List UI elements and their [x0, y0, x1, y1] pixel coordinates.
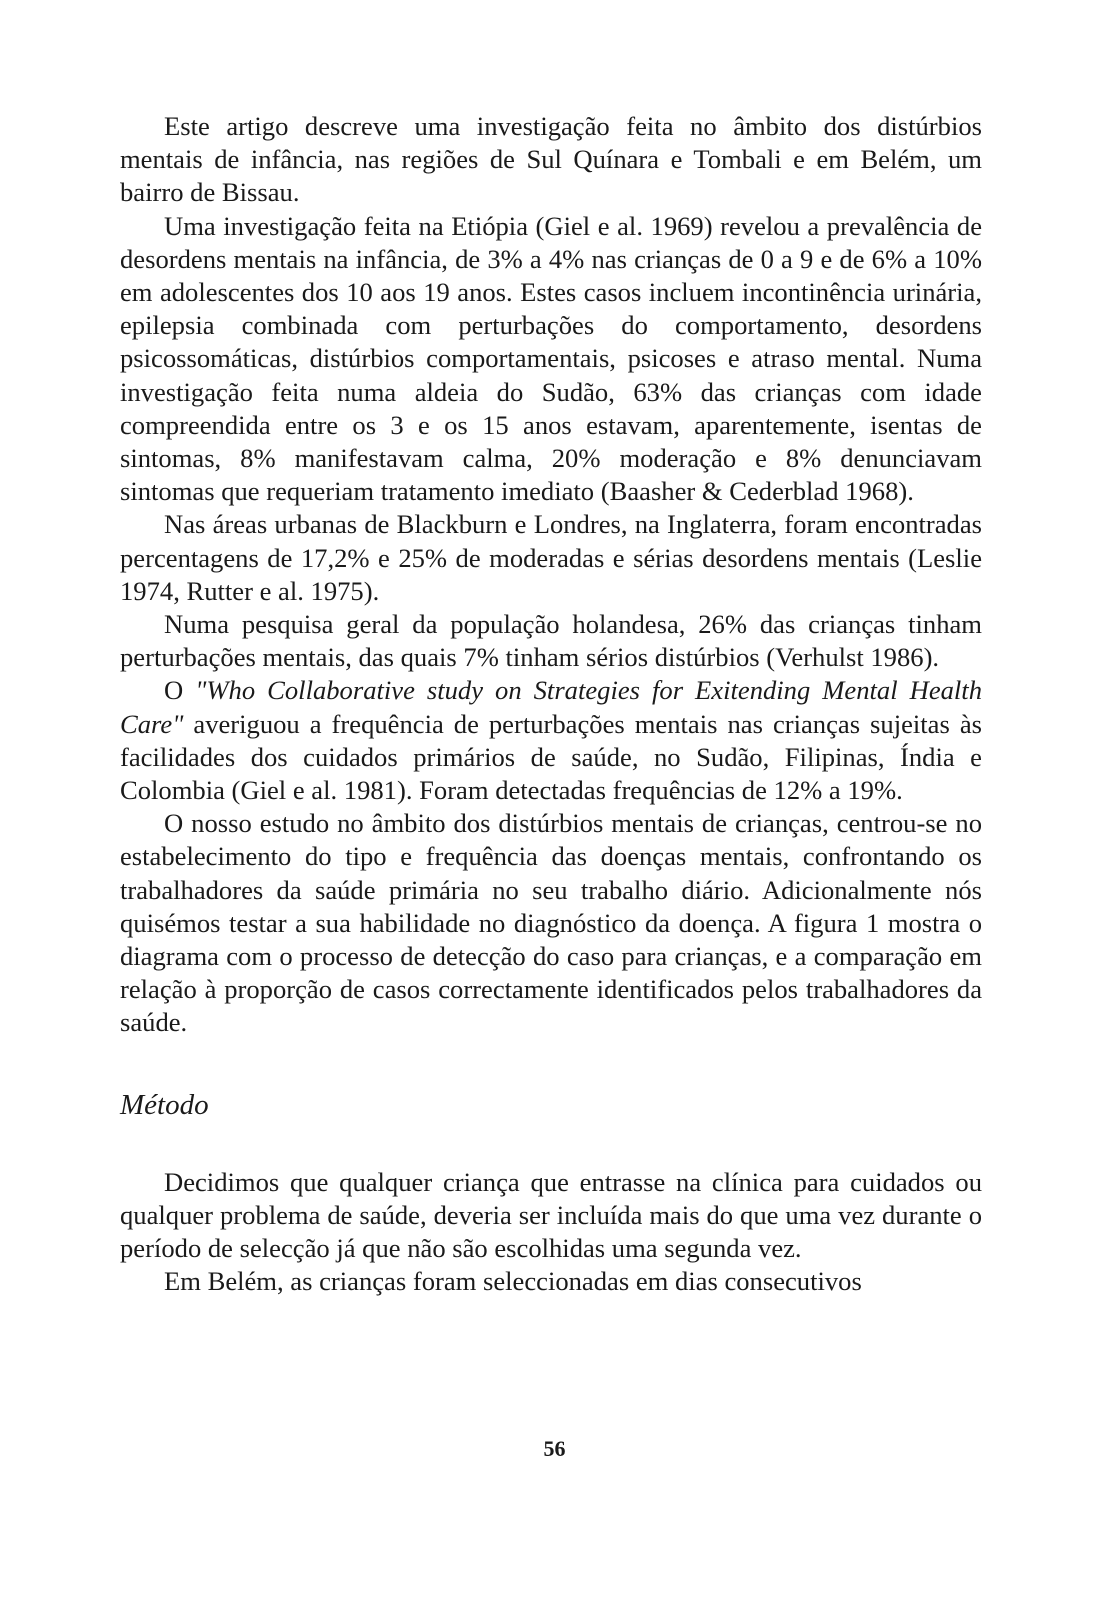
paragraph-our-study: O nosso estudo no âmbito dos distúrbios mentais de crianças, centrou-se no estabelecimento do tipo e frequência das doenças mentais, confrontando os trabalhadores da saúde primária no seu trabalho diário. Adicionalmente nós quisémos testar a sua habilidade no diagnóstico da doença. A figura 1 mostra o diagrama com o processo de detecção do caso para crianças, e a comparação em relação à proporção de casos correctamente identificados pelos trabalhadores da saúde.: [120, 808, 982, 1038]
paragraph-method-belem: Em Belém, as crianças foram seleccionadas em dias consecutivos: [164, 1266, 862, 1297]
section-heading-method: Método: [120, 1088, 209, 1121]
who-lead: O: [164, 675, 196, 706]
paragraph-netherlands: Numa pesquisa geral da população holandesa, 26% das crianças tinham perturbações mentais, das quais 7% tinham sérios distúrbios (Verhulst 1986).: [120, 609, 982, 673]
who-rest: averiguou a frequência de perturbações mentais nas crianças sujeitas às facilidades dos cuidados primários de saúde, no Sudão, Filipinas, Índia e Colombia (Giel e al. 1981). Foram detectadas frequências de 12% a 19%.: [120, 708, 982, 806]
who-study-title: "Who Collaborative study on Strategies for Exitending Mental Health Care": [120, 675, 982, 739]
paragraph-intro: Este artigo descreve uma investigação feita no âmbito dos distúrbios mentais de infância, nas regiões de Sul Quínara e Tombali e em Belém, um bairro de Bissau.: [120, 111, 982, 208]
page-number: 56: [543, 1436, 566, 1461]
page-body: [120, 110, 982, 1299]
paragraph-method-selection: Decidimos que qualquer criança que entrasse na clínica para cuidados ou qualquer problema de saúde, deveria ser incluída mais do que uma vez durante o período de selecção já que não são escolhidas uma segunda vez.: [120, 1166, 982, 1264]
paragraph-who-study: [120, 674, 982, 807]
paragraph-england: Nas áreas urbanas de Blackburn e Londres, na Inglaterra, foram encontradas percentagens de 17,2% e 25% de moderadas e sérias desordens mentais (Leslie 1974, Rutter e al. 1975).: [120, 509, 982, 606]
paragraph-ethiopia-sudan: Uma investigação feita na Etiópia (Giel e al. 1969) revelou a prevalência de desordens mentais na infância, de 3% a 4% nas crianças de 0 a 9 e de 6% a 10% em adolescentes dos 10 aos 19 anos. Estes casos incluem incontinência urinária, epilepsia combinada com perturbações do comportamento, desordens psicossomáticas, distúrbios comportamentais, psicoses e atraso mental. Numa investigação feita numa aldeia do Sudão, 63% das crianças com idade compreendida entre os 3 e os 15 anos estavam, aparentemente, isentas de sintomas, 8% manifestavam calma, 20% moderação e 8% denunciavam sintomas que requeriam tratamento imediato (Baasher & Cederblad 1968).: [120, 210, 982, 507]
